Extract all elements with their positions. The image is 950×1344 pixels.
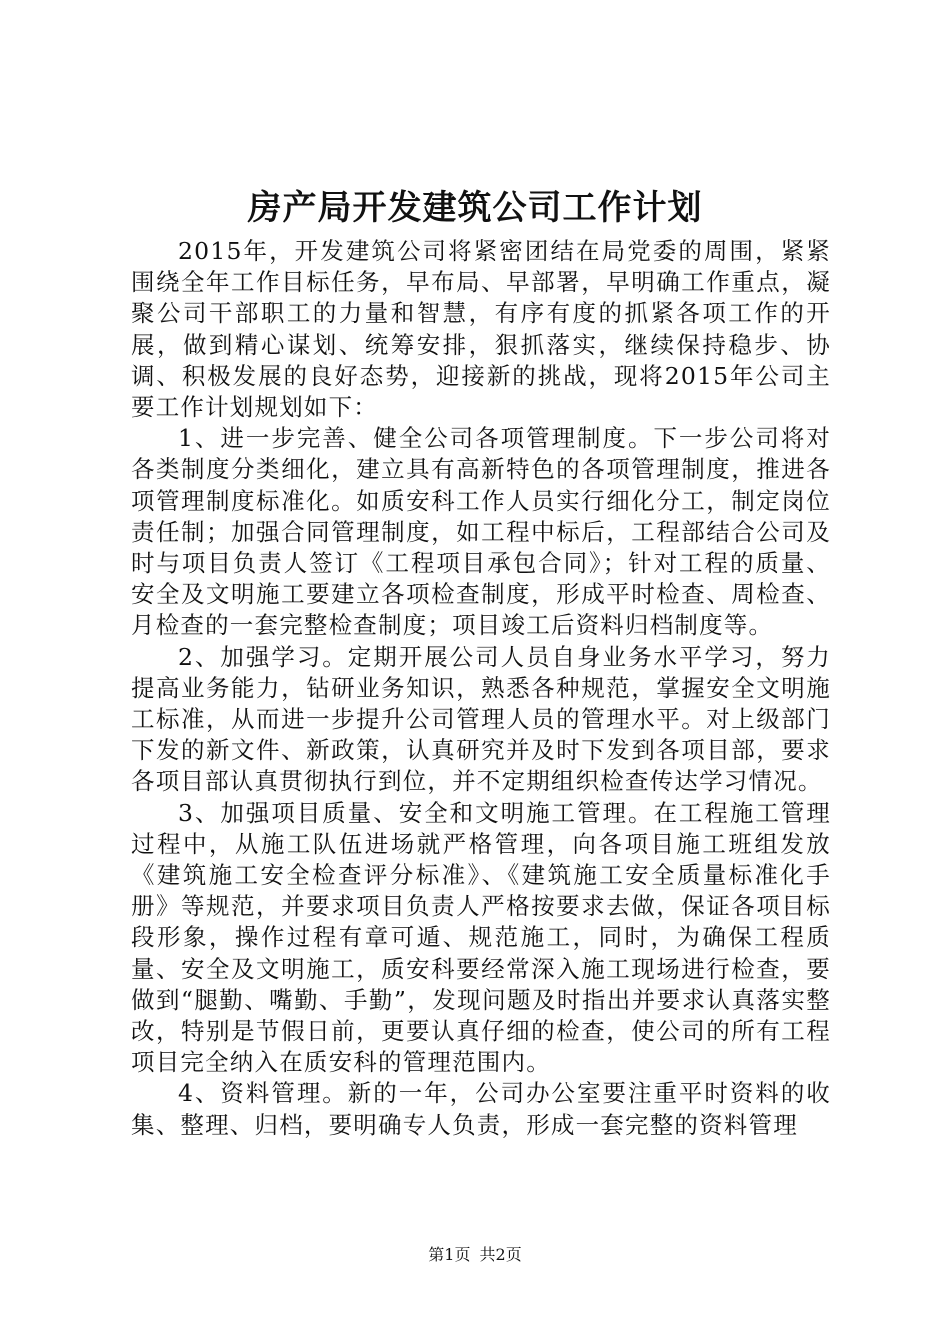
- page-number: 第1页: [428, 1245, 471, 1264]
- paragraph-item-3: 3、加强项目质量、安全和文明施工管理。在工程施工管理过程中，从施工队伍进场就严格管理，向各项目施工班组发放《建筑施工安全检查评分标准》、《建筑施工安全质量标准化手册》等规范，并要求项目负责人严格按要求去做，保证各项目标段形象，操作过程有章可遁、规范施工，同时，为确保工程质量、安全及文明施工，质安科要经常深入施工现场进行检查，要做到“腿勤、嘴勤、手勤”，发现问题及时指出并要求认真落实整改，特别是节假日前，更要认真仔细的检查，使公司的所有工程项目完全纳入在质安科的管理范围内。: [131, 798, 831, 1077]
- page-total: 共2页: [479, 1245, 522, 1264]
- paragraph-item-4: 4、资料管理。新的一年，公司办公室要注重平时资料的收集、整理、归档，要明确专人负责，形成一套完整的资料管理: [131, 1079, 831, 1139]
- document-title: 房产局开发建筑公司工作计划: [247, 188, 703, 228]
- page-footer: [0, 1244, 950, 1266]
- paragraph-item-2: 2、加强学习。定期开展公司人员自身业务水平学习，努力提高业务能力，钻研业务知识，熟悉各种规范，掌握安全文明施工标准，从而进一步提升公司管理人员的管理水平。对上级部门下发的新文件、新政策，认真研究并及时下发到各项目部，要求各项目部认真贯彻执行到位，并不定期组织检查传达学习情况。: [131, 642, 831, 796]
- document-body: [131, 236, 831, 1141]
- paragraph-item-1: 1、进一步完善、健全公司各项管理制度。下一步公司将对各类制度分类细化，建立具有高新特色的各项管理制度，推进各项管理制度标准化。如质安科工作人员实行细化分工，制定岗位责任制；加强合同管理制度，如工程中标后，工程部结合公司及时与项目负责人签订《工程项目承包合同》；针对工程的质量、安全及文明施工要建立各项检查制度，形成平时检查、周检查、月检查的一套完整检查制度；项目竣工后资料归档制度等。: [131, 424, 831, 640]
- paragraph-intro: 2015年，开发建筑公司将紧密团结在局党委的周围，紧紧围绕全年工作目标任务，早布局、早部署，早明确工作重点，凝聚公司干部职工的力量和智慧，有序有度的抓紧各项工作的开展，做到精心谋划、统筹安排，狠抓落实，继续保持稳步、协调、积极发展的良好态势，迎接新的挑战，现将2015年公司主要工作计划规划如下：: [131, 237, 831, 422]
